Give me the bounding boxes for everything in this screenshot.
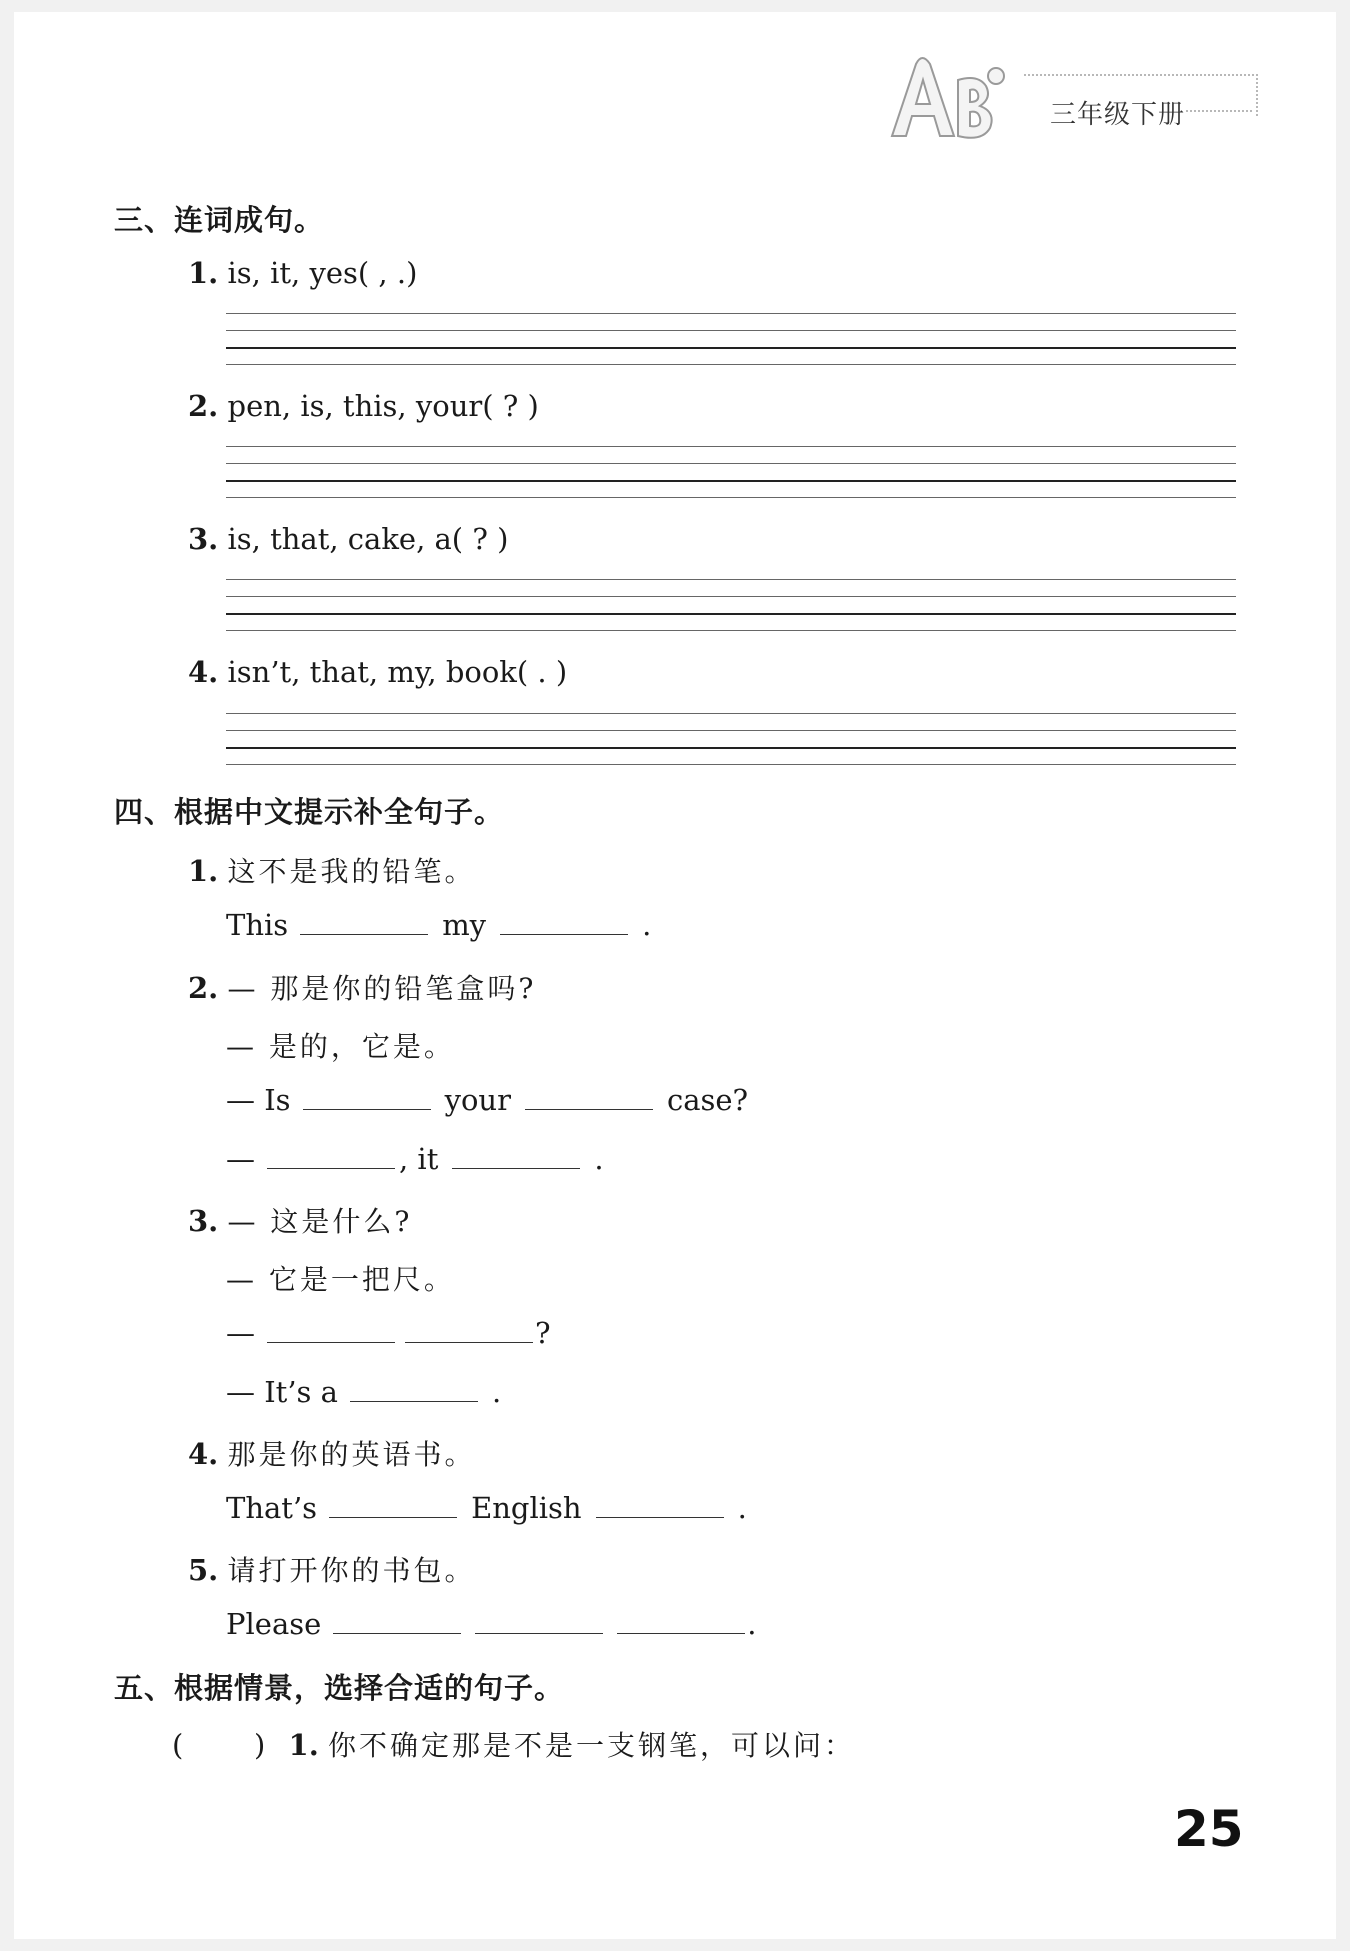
s3-item-2-num: 2. [188, 389, 219, 423]
blank-input[interactable] [475, 1607, 603, 1634]
s4-q2-word-a3: case? [666, 1083, 749, 1117]
s4-q3-cn-q [188, 1200, 412, 1240]
s5-q1 [172, 1724, 855, 1764]
writing-line [226, 313, 1236, 314]
blank-input[interactable] [405, 1316, 533, 1343]
writing-line [226, 613, 1236, 615]
ab-logo-icon [882, 50, 1042, 150]
s4-q3-num: 3. [188, 1204, 219, 1238]
s4-q3-word-b1: — It’s a [226, 1375, 338, 1409]
section-3-title: 三、连词成句。 [114, 203, 325, 237]
s3-item-1-num: 1. [188, 256, 219, 290]
s4-q3-end: . [491, 1375, 502, 1409]
s4-q1-end: . [642, 908, 652, 942]
s4-q2-num: 2. [188, 971, 219, 1005]
s3-item-2-words: pen, is, this, your( ? ) [227, 389, 539, 423]
s3-item-3-num: 3. [188, 522, 219, 556]
s5-q1-text: 你不确定那是不是一支钢笔，可以问： [328, 1729, 856, 1762]
s3-item-2 [188, 389, 539, 423]
blank-input[interactable] [303, 1083, 431, 1110]
writing-line [226, 330, 1236, 331]
s4-q1-en [226, 908, 651, 942]
s4-q4-word-b: English [471, 1491, 582, 1525]
s4-q2-end: . [594, 1142, 604, 1176]
writing-line [226, 579, 1236, 580]
blank-input[interactable] [300, 908, 428, 935]
s4-q3-chinese-question: — 这是什么? [227, 1205, 413, 1238]
blank-input[interactable] [617, 1607, 745, 1634]
s3-item-1-words: is, it, yes( , .) [227, 256, 418, 290]
s4-q4-chinese: 那是你的英语书。 [227, 1438, 476, 1471]
writing-line [226, 596, 1236, 597]
writing-line [226, 730, 1236, 731]
s3-item-3 [188, 522, 508, 556]
s4-q1-word-b: my [442, 908, 487, 942]
s4-q3-en-a [226, 1375, 501, 1409]
s4-q2-en-a [226, 1142, 604, 1176]
s3-item-4 [188, 655, 567, 689]
s4-q4-cn [188, 1433, 476, 1473]
s3-item-1 [188, 256, 417, 290]
blank-input[interactable] [452, 1142, 580, 1169]
s4-q2-cn-q [188, 967, 536, 1007]
answer-paren-close: ) [254, 1728, 266, 1762]
s4-q3-chinese-answer: — 它是一把尺。 [226, 1263, 455, 1296]
s4-q4-end: . [737, 1491, 747, 1525]
s3-item-4-num: 4. [188, 655, 219, 689]
blank-input[interactable] [329, 1491, 457, 1518]
s3-item-4-words: isn’t, that, my, book( . ) [227, 655, 568, 689]
s4-q5-en [226, 1607, 757, 1641]
writing-line [226, 480, 1236, 482]
s4-q3-word-a2: ? [535, 1316, 551, 1350]
s4-q5-num: 5. [188, 1553, 219, 1587]
s4-q5-chinese: 请打开你的书包。 [227, 1554, 476, 1587]
blank-input[interactable] [267, 1142, 395, 1169]
s4-q2-en-q [226, 1083, 748, 1117]
s4-q2-word-a2: your [444, 1083, 511, 1117]
s5-q1-num: 1. [288, 1728, 319, 1762]
s4-q2-chinese-question: — 那是你的铅笔盒吗? [227, 972, 537, 1005]
grade-dots [1186, 110, 1252, 112]
blank-input[interactable] [267, 1316, 395, 1343]
writing-line [226, 713, 1236, 714]
s4-q3-word-a1: — [226, 1316, 255, 1350]
s4-q2-word-b1: — [226, 1142, 255, 1176]
blank-input[interactable] [525, 1083, 653, 1110]
s4-q1-word-a: This [226, 908, 289, 942]
s4-q1-num: 1. [188, 854, 219, 888]
s4-q4-word-a: That’s [226, 1491, 318, 1525]
s4-q2-chinese-answer: — 是的，它是。 [226, 1030, 455, 1063]
section-5-title: 五、根据情景，选择合适的句子。 [114, 1671, 565, 1705]
page-number: 25 [1174, 1800, 1244, 1858]
blank-input[interactable] [500, 908, 628, 935]
blank-input[interactable] [333, 1607, 461, 1634]
writing-line [226, 630, 1236, 631]
grade-label: 三年级下册 [1050, 100, 1186, 130]
s4-q1-cn [188, 850, 476, 890]
s4-q4-num: 4. [188, 1437, 219, 1471]
writing-line [226, 347, 1236, 349]
s3-item-3-words: is, that, cake, a( ? ) [227, 522, 509, 556]
s4-q4-en [226, 1491, 747, 1525]
s4-q5-end: . [747, 1607, 757, 1641]
writing-line [226, 764, 1236, 765]
s4-q2-word-b2: , it [399, 1142, 439, 1176]
workbook-page [14, 12, 1336, 1939]
section-4-title: 四、根据中文提示补全句子。 [114, 795, 505, 829]
writing-line [226, 463, 1236, 464]
writing-line [226, 446, 1236, 447]
s4-q5-cn [188, 1549, 476, 1589]
answer-paren-open[interactable]: ( [172, 1728, 184, 1762]
writing-line [226, 747, 1236, 749]
writing-line [226, 364, 1236, 365]
writing-line [226, 497, 1236, 498]
s4-q2-word-a1: — Is [226, 1083, 291, 1117]
s4-q1-chinese: 这不是我的铅笔。 [227, 855, 476, 888]
blank-input[interactable] [596, 1491, 724, 1518]
s4-q5-word-a: Please [226, 1607, 322, 1641]
s4-q3-en-q [226, 1316, 551, 1350]
blank-input[interactable] [350, 1375, 478, 1402]
